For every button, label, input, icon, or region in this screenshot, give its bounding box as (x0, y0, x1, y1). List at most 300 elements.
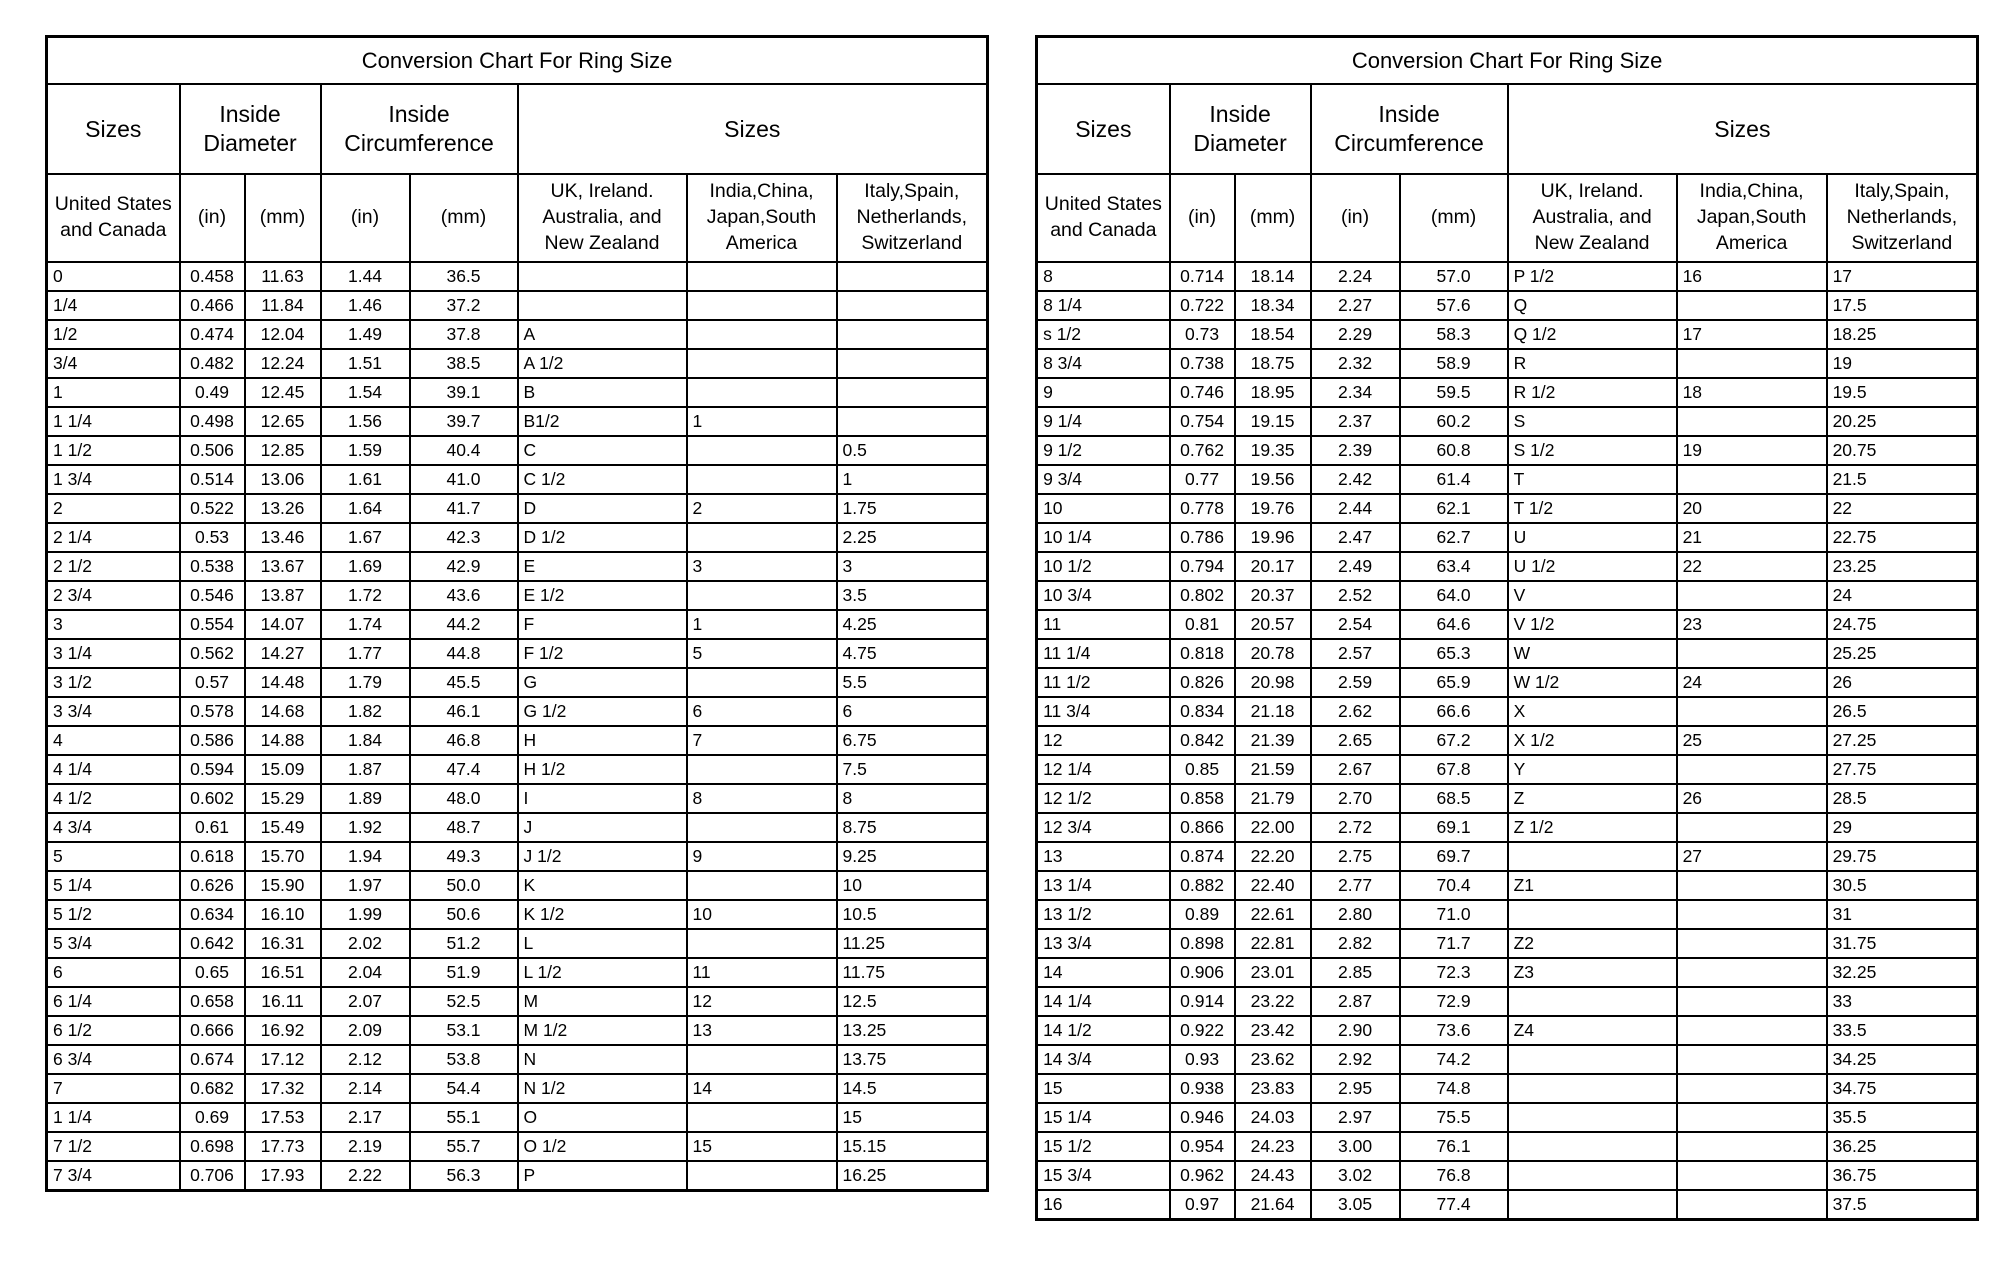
cell-uk_ireland_australia_nz: O 1/2 (518, 1132, 687, 1161)
cell-italy_spain_netherlands_switzerland: 28.5 (1827, 784, 1978, 813)
cell-diameter_mm: 23.42 (1235, 1016, 1311, 1045)
cell-india_china_japan_s_america: 27 (1677, 842, 1827, 871)
cell-circumference_mm: 67.2 (1400, 726, 1508, 755)
cell-diameter_in: 0.914 (1170, 987, 1235, 1016)
cell-india_china_japan_s_america: 26 (1677, 784, 1827, 813)
cell-circumference_in: 1.94 (321, 842, 410, 871)
cell-diameter_mm: 17.12 (245, 1045, 321, 1074)
table-row (1037, 552, 1978, 581)
table-row (1037, 1103, 1978, 1132)
cell-circumference_in: 1.72 (321, 581, 410, 610)
header-sizes-international: Sizes (518, 84, 988, 174)
table-row (1037, 320, 1978, 349)
cell-diameter_in: 0.97 (1170, 1190, 1235, 1220)
cell-italy_spain_netherlands_switzerland: 31.75 (1827, 929, 1978, 958)
cell-circumference_mm: 71.0 (1400, 900, 1508, 929)
cell-uk_ireland_australia_nz: A 1/2 (518, 349, 687, 378)
cell-diameter_in: 0.81 (1170, 610, 1235, 639)
cell-diameter_mm: 21.59 (1235, 755, 1311, 784)
cell-circumference_mm: 53.8 (410, 1045, 518, 1074)
cell-diameter_mm: 21.18 (1235, 697, 1311, 726)
cell-diameter_in: 0.762 (1170, 436, 1235, 465)
title-row (47, 37, 988, 85)
cell-italy_spain_netherlands_switzerland: 3 (837, 552, 988, 581)
cell-italy_spain_netherlands_switzerland: 2.25 (837, 523, 988, 552)
cell-circumference_mm: 49.3 (410, 842, 518, 871)
table-row (1037, 958, 1978, 987)
header-inside-diameter: Inside Diameter (180, 84, 321, 174)
cell-diameter_mm: 12.65 (245, 407, 321, 436)
table-row (47, 1132, 988, 1161)
title-row (1037, 37, 1978, 85)
cell-circumference_mm: 59.5 (1400, 378, 1508, 407)
table-row (1037, 900, 1978, 929)
cell-circumference_mm: 68.5 (1400, 784, 1508, 813)
header-inside-diameter: Inside Diameter (1170, 84, 1311, 174)
cell-circumference_mm: 42.9 (410, 552, 518, 581)
cell-diameter_mm: 18.54 (1235, 320, 1311, 349)
cell-italy_spain_netherlands_switzerland: 26.5 (1827, 697, 1978, 726)
cell-circumference_in: 2.67 (1311, 755, 1400, 784)
cell-diameter_in: 0.754 (1170, 407, 1235, 436)
cell-uk_ireland_australia_nz: C (518, 436, 687, 465)
cell-india_china_japan_s_america: 22 (1677, 552, 1827, 581)
cell-uk_ireland_australia_nz (1508, 1190, 1677, 1220)
cell-india_china_japan_s_america: 1 (687, 610, 837, 639)
cell-uk_ireland_australia_nz (1508, 842, 1677, 871)
cell-circumference_mm: 67.8 (1400, 755, 1508, 784)
cell-india_china_japan_s_america (1677, 1132, 1827, 1161)
subheader-circumference-mm: (mm) (1400, 174, 1508, 262)
cell-circumference_mm: 57.0 (1400, 262, 1508, 291)
cell-italy_spain_netherlands_switzerland: 8 (837, 784, 988, 813)
cell-circumference_mm: 48.0 (410, 784, 518, 813)
cell-diameter_in: 0.698 (180, 1132, 245, 1161)
table-row (1037, 697, 1978, 726)
table-row (47, 465, 988, 494)
cell-india_china_japan_s_america: 1 (687, 407, 837, 436)
cell-diameter_mm: 14.68 (245, 697, 321, 726)
cell-diameter_in: 0.906 (1170, 958, 1235, 987)
cell-uk_ireland_australia_nz: Q (1508, 291, 1677, 320)
cell-diameter_in: 0.53 (180, 523, 245, 552)
cell-circumference_mm: 74.8 (1400, 1074, 1508, 1103)
cell-italy_spain_netherlands_switzerland: 1.75 (837, 494, 988, 523)
table-row (47, 523, 988, 552)
cell-us_canada: 9 (1037, 378, 1170, 407)
cell-circumference_mm: 37.8 (410, 320, 518, 349)
cell-uk_ireland_australia_nz: Z 1/2 (1508, 813, 1677, 842)
table-row (47, 262, 988, 291)
cell-circumference_in: 2.27 (1311, 291, 1400, 320)
cell-italy_spain_netherlands_switzerland: 20.25 (1827, 407, 1978, 436)
header-sizes-us: Sizes (1037, 84, 1170, 174)
cell-circumference_in: 2.57 (1311, 639, 1400, 668)
cell-diameter_mm: 19.96 (1235, 523, 1311, 552)
cell-circumference_in: 2.87 (1311, 987, 1400, 1016)
subheader-diameter-mm: (mm) (1235, 174, 1311, 262)
cell-uk_ireland_australia_nz: S 1/2 (1508, 436, 1677, 465)
cell-diameter_mm: 12.85 (245, 436, 321, 465)
subheader-uk-ireland-australia-nz: UK, Ireland. Australia, and New Zealand (518, 174, 687, 262)
cell-india_china_japan_s_america (1677, 871, 1827, 900)
cell-circumference_mm: 50.6 (410, 900, 518, 929)
cell-india_china_japan_s_america (687, 581, 837, 610)
cell-us_canada: 1/2 (47, 320, 180, 349)
cell-india_china_japan_s_america (687, 378, 837, 407)
cell-italy_spain_netherlands_switzerland: 27.25 (1827, 726, 1978, 755)
cell-us_canada: 12 1/4 (1037, 755, 1170, 784)
cell-circumference_mm: 64.6 (1400, 610, 1508, 639)
cell-uk_ireland_australia_nz (1508, 987, 1677, 1016)
table-row (47, 378, 988, 407)
cell-uk_ireland_australia_nz: Z1 (1508, 871, 1677, 900)
table-row (1037, 987, 1978, 1016)
cell-uk_ireland_australia_nz: M (518, 987, 687, 1016)
cell-diameter_in: 0.922 (1170, 1016, 1235, 1045)
cell-diameter_mm: 17.53 (245, 1103, 321, 1132)
cell-circumference_mm: 58.9 (1400, 349, 1508, 378)
cell-diameter_mm: 17.32 (245, 1074, 321, 1103)
cell-india_china_japan_s_america: 14 (687, 1074, 837, 1103)
cell-us_canada: 15 3/4 (1037, 1161, 1170, 1190)
table-row (1037, 610, 1978, 639)
table-row (1037, 1016, 1978, 1045)
cell-circumference_in: 1.46 (321, 291, 410, 320)
table-row (47, 639, 988, 668)
cell-uk_ireland_australia_nz (1508, 1161, 1677, 1190)
table-row (47, 784, 988, 813)
cell-diameter_mm: 20.57 (1235, 610, 1311, 639)
cell-uk_ireland_australia_nz: V (1508, 581, 1677, 610)
cell-diameter_in: 0.77 (1170, 465, 1235, 494)
cell-diameter_mm: 18.95 (1235, 378, 1311, 407)
cell-uk_ireland_australia_nz (1508, 1103, 1677, 1132)
cell-italy_spain_netherlands_switzerland: 8.75 (837, 813, 988, 842)
cell-diameter_mm: 22.61 (1235, 900, 1311, 929)
table-row (1037, 639, 1978, 668)
cell-india_china_japan_s_america: 8 (687, 784, 837, 813)
cell-circumference_mm: 69.1 (1400, 813, 1508, 842)
cell-circumference_mm: 38.5 (410, 349, 518, 378)
cell-us_canada: 5 1/4 (47, 871, 180, 900)
cell-diameter_in: 0.73 (1170, 320, 1235, 349)
cell-circumference_mm: 45.5 (410, 668, 518, 697)
cell-us_canada: 1 1/4 (47, 407, 180, 436)
cell-india_china_japan_s_america (687, 349, 837, 378)
cell-diameter_in: 0.658 (180, 987, 245, 1016)
cell-italy_spain_netherlands_switzerland: 7.5 (837, 755, 988, 784)
cell-india_china_japan_s_america: 17 (1677, 320, 1827, 349)
cell-diameter_mm: 19.15 (1235, 407, 1311, 436)
cell-india_china_japan_s_america: 7 (687, 726, 837, 755)
cell-india_china_japan_s_america (1677, 987, 1827, 1016)
cell-circumference_mm: 46.1 (410, 697, 518, 726)
cell-india_china_japan_s_america: 11 (687, 958, 837, 987)
cell-us_canada: 4 (47, 726, 180, 755)
cell-us_canada: 15 1/2 (1037, 1132, 1170, 1161)
cell-italy_spain_netherlands_switzerland: 19 (1827, 349, 1978, 378)
cell-india_china_japan_s_america (687, 871, 837, 900)
cell-diameter_mm: 13.67 (245, 552, 321, 581)
cell-diameter_in: 0.578 (180, 697, 245, 726)
cell-italy_spain_netherlands_switzerland: 16.25 (837, 1161, 988, 1191)
cell-circumference_in: 2.72 (1311, 813, 1400, 842)
cell-us_canada: 13 (1037, 842, 1170, 871)
cell-india_china_japan_s_america: 19 (1677, 436, 1827, 465)
cell-circumference_in: 1.79 (321, 668, 410, 697)
cell-us_canada: 14 3/4 (1037, 1045, 1170, 1074)
cell-us_canada: 12 3/4 (1037, 813, 1170, 842)
cell-circumference_in: 2.95 (1311, 1074, 1400, 1103)
cell-circumference_in: 2.34 (1311, 378, 1400, 407)
cell-circumference_in: 3.00 (1311, 1132, 1400, 1161)
cell-us_canada: 10 1/2 (1037, 552, 1170, 581)
cell-circumference_mm: 51.9 (410, 958, 518, 987)
cell-circumference_in: 2.42 (1311, 465, 1400, 494)
cell-diameter_in: 0.794 (1170, 552, 1235, 581)
table-body (47, 262, 988, 1191)
cell-circumference_mm: 48.7 (410, 813, 518, 842)
subheader-us-canada: United States and Canada (1037, 174, 1170, 262)
cell-circumference_mm: 50.0 (410, 871, 518, 900)
cell-italy_spain_netherlands_switzerland: 10.5 (837, 900, 988, 929)
cell-us_canada: 7 1/2 (47, 1132, 180, 1161)
cell-uk_ireland_australia_nz: F 1/2 (518, 639, 687, 668)
cell-circumference_in: 2.44 (1311, 494, 1400, 523)
cell-uk_ireland_australia_nz: F (518, 610, 687, 639)
cell-diameter_mm: 24.43 (1235, 1161, 1311, 1190)
cell-diameter_in: 0.954 (1170, 1132, 1235, 1161)
cell-circumference_in: 1.49 (321, 320, 410, 349)
cell-italy_spain_netherlands_switzerland: 36.25 (1827, 1132, 1978, 1161)
cell-us_canada: 16 (1037, 1190, 1170, 1220)
subheader-india-china-japan: India,China, Japan,South America (687, 174, 837, 262)
cell-italy_spain_netherlands_switzerland: 12.5 (837, 987, 988, 1016)
cell-circumference_mm: 72.3 (1400, 958, 1508, 987)
cell-circumference_in: 1.61 (321, 465, 410, 494)
cell-us_canada: 10 (1037, 494, 1170, 523)
cell-circumference_in: 2.65 (1311, 726, 1400, 755)
cell-italy_spain_netherlands_switzerland: 34.25 (1827, 1045, 1978, 1074)
cell-circumference_mm: 58.3 (1400, 320, 1508, 349)
table-row (47, 1074, 988, 1103)
cell-diameter_in: 0.61 (180, 813, 245, 842)
cell-italy_spain_netherlands_switzerland: 6.75 (837, 726, 988, 755)
cell-uk_ireland_australia_nz: X (1508, 697, 1677, 726)
table-row (47, 1045, 988, 1074)
cell-diameter_mm: 12.45 (245, 378, 321, 407)
table-row (47, 929, 988, 958)
cell-india_china_japan_s_america (1677, 958, 1827, 987)
cell-diameter_in: 0.57 (180, 668, 245, 697)
table-row (1037, 726, 1978, 755)
sub-header-row (1037, 174, 1978, 262)
cell-circumference_mm: 55.1 (410, 1103, 518, 1132)
table-row (1037, 494, 1978, 523)
table-title: Conversion Chart For Ring Size (47, 37, 988, 85)
cell-diameter_mm: 15.70 (245, 842, 321, 871)
cell-diameter_in: 0.642 (180, 929, 245, 958)
cell-india_china_japan_s_america (1677, 813, 1827, 842)
cell-uk_ireland_australia_nz: Z4 (1508, 1016, 1677, 1045)
cell-diameter_mm: 23.22 (1235, 987, 1311, 1016)
cell-diameter_in: 0.674 (180, 1045, 245, 1074)
cell-circumference_in: 2.59 (1311, 668, 1400, 697)
cell-uk_ireland_australia_nz: T 1/2 (1508, 494, 1677, 523)
cell-diameter_mm: 15.09 (245, 755, 321, 784)
cell-diameter_mm: 19.35 (1235, 436, 1311, 465)
cell-circumference_in: 3.02 (1311, 1161, 1400, 1190)
cell-diameter_in: 0.554 (180, 610, 245, 639)
cell-circumference_in: 1.64 (321, 494, 410, 523)
cell-circumference_mm: 54.4 (410, 1074, 518, 1103)
cell-circumference_mm: 65.9 (1400, 668, 1508, 697)
cell-italy_spain_netherlands_switzerland: 11.25 (837, 929, 988, 958)
cell-diameter_in: 0.634 (180, 900, 245, 929)
cell-uk_ireland_australia_nz: D 1/2 (518, 523, 687, 552)
cell-us_canada: 2 3/4 (47, 581, 180, 610)
cell-circumference_mm: 71.7 (1400, 929, 1508, 958)
header-sizes-international: Sizes (1508, 84, 1978, 174)
header-sizes-us: Sizes (47, 84, 180, 174)
cell-circumference_in: 2.07 (321, 987, 410, 1016)
table-row (1037, 1161, 1978, 1190)
ring-size-conversion-table-right (1035, 35, 1979, 1221)
cell-italy_spain_netherlands_switzerland: 33.5 (1827, 1016, 1978, 1045)
cell-diameter_in: 0.602 (180, 784, 245, 813)
cell-circumference_mm: 76.1 (1400, 1132, 1508, 1161)
cell-circumference_mm: 53.1 (410, 1016, 518, 1045)
cell-italy_spain_netherlands_switzerland: 22.75 (1827, 523, 1978, 552)
cell-circumference_mm: 72.9 (1400, 987, 1508, 1016)
cell-us_canada: 11 1/4 (1037, 639, 1170, 668)
cell-diameter_mm: 14.48 (245, 668, 321, 697)
cell-india_china_japan_s_america: 20 (1677, 494, 1827, 523)
cell-us_canada: 2 1/2 (47, 552, 180, 581)
cell-us_canada: 9 1/4 (1037, 407, 1170, 436)
cell-diameter_in: 0.826 (1170, 668, 1235, 697)
cell-circumference_mm: 44.8 (410, 639, 518, 668)
cell-italy_spain_netherlands_switzerland: 33 (1827, 987, 1978, 1016)
table-title: Conversion Chart For Ring Size (1037, 37, 1978, 85)
cell-circumference_mm: 75.5 (1400, 1103, 1508, 1132)
cell-circumference_in: 1.54 (321, 378, 410, 407)
cell-circumference_in: 2.49 (1311, 552, 1400, 581)
table-row (47, 726, 988, 755)
table-row (1037, 436, 1978, 465)
cell-diameter_mm: 24.23 (1235, 1132, 1311, 1161)
table-row (47, 552, 988, 581)
table-body (1037, 262, 1978, 1220)
cell-uk_ireland_australia_nz: P (518, 1161, 687, 1191)
cell-diameter_in: 0.466 (180, 291, 245, 320)
cell-diameter_in: 0.586 (180, 726, 245, 755)
cell-circumference_in: 2.04 (321, 958, 410, 987)
cell-uk_ireland_australia_nz: E (518, 552, 687, 581)
cell-india_china_japan_s_america: 3 (687, 552, 837, 581)
cell-us_canada: 6 (47, 958, 180, 987)
cell-india_china_japan_s_america: 24 (1677, 668, 1827, 697)
subheader-circumference-in: (in) (1311, 174, 1400, 262)
cell-italy_spain_netherlands_switzerland: 22 (1827, 494, 1978, 523)
cell-italy_spain_netherlands_switzerland: 14.5 (837, 1074, 988, 1103)
cell-diameter_in: 0.65 (180, 958, 245, 987)
cell-diameter_in: 0.626 (180, 871, 245, 900)
table-row (1037, 668, 1978, 697)
subheader-diameter-in: (in) (180, 174, 245, 262)
cell-diameter_in: 0.706 (180, 1161, 245, 1191)
cell-uk_ireland_australia_nz: I (518, 784, 687, 813)
cell-circumference_mm: 61.4 (1400, 465, 1508, 494)
cell-diameter_in: 0.93 (1170, 1045, 1235, 1074)
cell-us_canada: 4 1/2 (47, 784, 180, 813)
cell-uk_ireland_australia_nz: U (1508, 523, 1677, 552)
cell-circumference_in: 1.69 (321, 552, 410, 581)
cell-us_canada: 3 (47, 610, 180, 639)
cell-us_canada: 1 1/4 (47, 1103, 180, 1132)
cell-india_china_japan_s_america: 25 (1677, 726, 1827, 755)
cell-diameter_mm: 21.64 (1235, 1190, 1311, 1220)
cell-diameter_in: 0.818 (1170, 639, 1235, 668)
cell-india_china_japan_s_america (1677, 639, 1827, 668)
cell-india_china_japan_s_america (1677, 349, 1827, 378)
cell-diameter_in: 0.506 (180, 436, 245, 465)
cell-circumference_in: 1.87 (321, 755, 410, 784)
cell-diameter_in: 0.85 (1170, 755, 1235, 784)
cell-italy_spain_netherlands_switzerland: 36.75 (1827, 1161, 1978, 1190)
cell-uk_ireland_australia_nz (518, 291, 687, 320)
cell-circumference_in: 2.19 (321, 1132, 410, 1161)
cell-diameter_in: 0.514 (180, 465, 245, 494)
cell-uk_ireland_australia_nz (1508, 1132, 1677, 1161)
cell-diameter_mm: 18.14 (1235, 262, 1311, 291)
cell-italy_spain_netherlands_switzerland: 24 (1827, 581, 1978, 610)
cell-italy_spain_netherlands_switzerland: 37.5 (1827, 1190, 1978, 1220)
cell-uk_ireland_australia_nz: U 1/2 (1508, 552, 1677, 581)
cell-diameter_mm: 22.20 (1235, 842, 1311, 871)
subheader-italy-spain-netherlands: Italy,Spain, Netherlands, Switzerland (1827, 174, 1978, 262)
cell-italy_spain_netherlands_switzerland: 21.5 (1827, 465, 1978, 494)
cell-italy_spain_netherlands_switzerland: 19.5 (1827, 378, 1978, 407)
cell-diameter_mm: 13.87 (245, 581, 321, 610)
cell-circumference_mm: 66.6 (1400, 697, 1508, 726)
cell-italy_spain_netherlands_switzerland: 29 (1827, 813, 1978, 842)
cell-italy_spain_netherlands_switzerland: 6 (837, 697, 988, 726)
cell-italy_spain_netherlands_switzerland: 13.75 (837, 1045, 988, 1074)
table-row (1037, 581, 1978, 610)
cell-italy_spain_netherlands_switzerland: 0.5 (837, 436, 988, 465)
cell-circumference_in: 2.97 (1311, 1103, 1400, 1132)
cell-diameter_mm: 20.98 (1235, 668, 1311, 697)
cell-india_china_japan_s_america: 18 (1677, 378, 1827, 407)
cell-us_canada: 12 (1037, 726, 1170, 755)
cell-circumference_mm: 40.4 (410, 436, 518, 465)
cell-italy_spain_netherlands_switzerland: 3.5 (837, 581, 988, 610)
cell-diameter_mm: 20.78 (1235, 639, 1311, 668)
cell-india_china_japan_s_america (1677, 1190, 1827, 1220)
cell-circumference_in: 2.70 (1311, 784, 1400, 813)
cell-india_china_japan_s_america (687, 1103, 837, 1132)
cell-uk_ireland_australia_nz: G 1/2 (518, 697, 687, 726)
cell-diameter_mm: 21.39 (1235, 726, 1311, 755)
cell-us_canada: 12 1/2 (1037, 784, 1170, 813)
cell-circumference_in: 1.82 (321, 697, 410, 726)
cell-italy_spain_netherlands_switzerland: 29.75 (1827, 842, 1978, 871)
cell-circumference_in: 1.97 (321, 871, 410, 900)
cell-uk_ireland_australia_nz: J 1/2 (518, 842, 687, 871)
header-inside-circumference: Inside Circumference (321, 84, 518, 174)
